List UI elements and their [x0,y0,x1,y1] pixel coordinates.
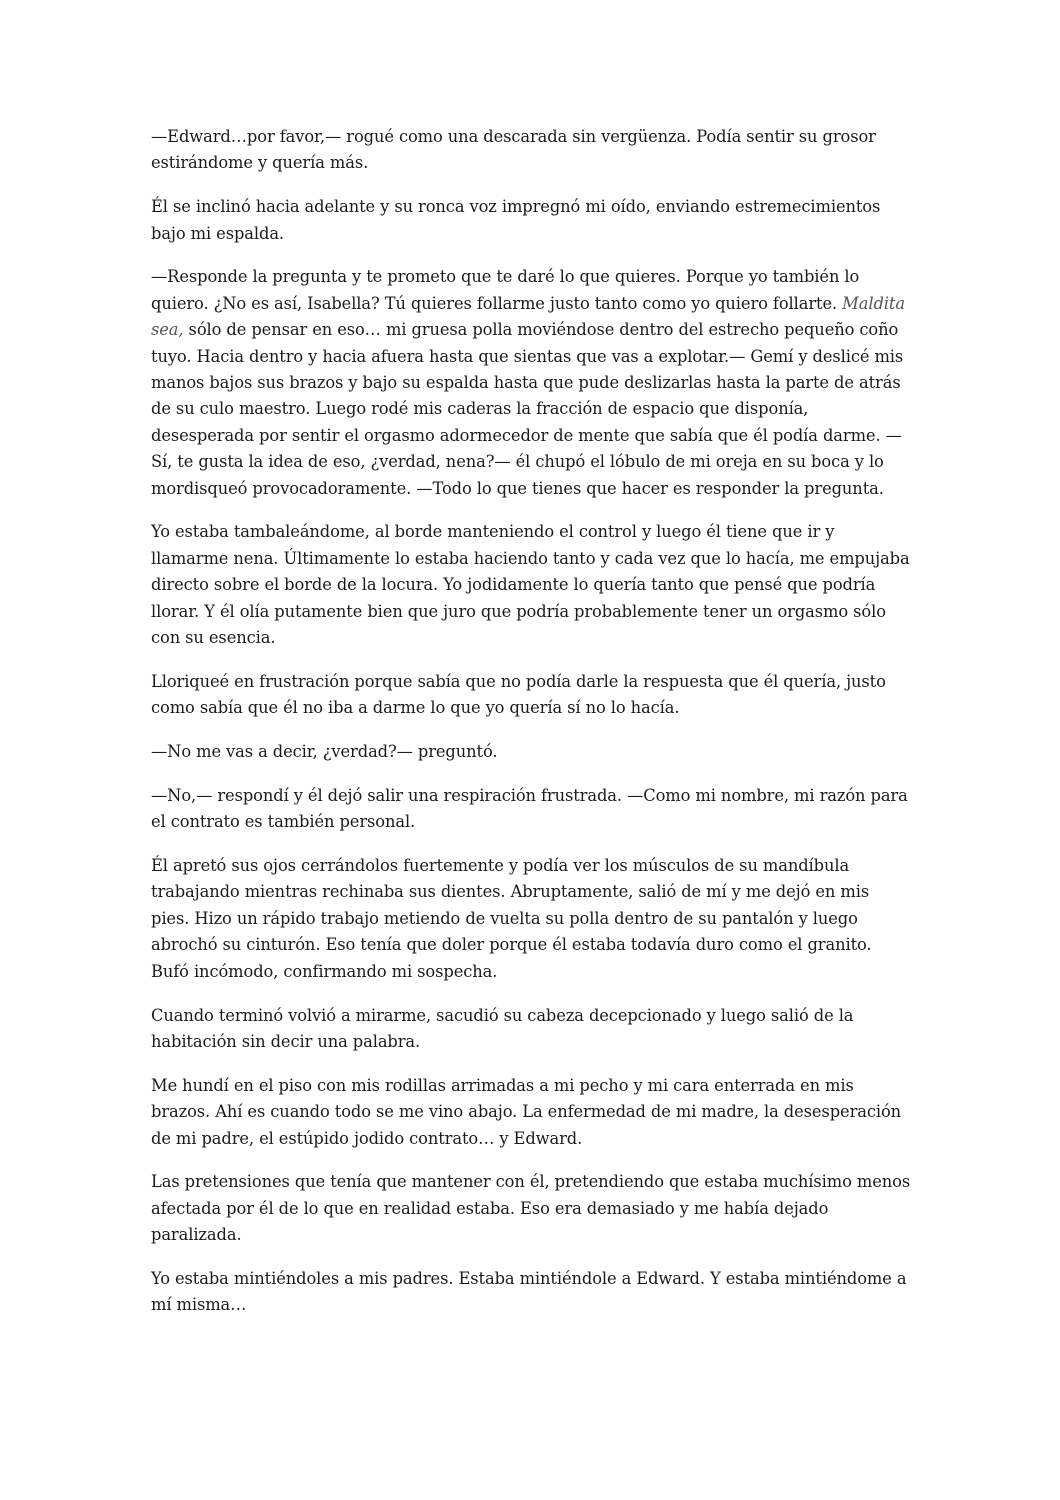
document-page [151,124,911,1336]
paragraph-3 [151,264,911,502]
paragraph-1: —Edward…por favor,— rogué como una descarada sin vergüenza. Podía sentir su grosor estirándome y quería más. [151,127,876,173]
italic-phrase: Maldita sea, [151,293,905,340]
paragraph-3-opening: —Responde la pregunta y te prometo que te daré lo que quieres. Porque yo también lo quiero. ¿No es así, Isabella? Tú quieres follarme justo tanto como yo quiero follarte. [151,267,860,313]
paragraph-5: Lloriqueé en frustración porque sabía que no podía darle la respuesta que él quería, justo como sabía que él no iba a darme lo que yo quería sí no lo hacía. [151,671,886,718]
paragraph-2: Él se inclinó hacia adelante y su ronca voz impregnó mi oído, enviando estremecimientos bajo mi espalda. [151,197,881,243]
paragraph-11: Las pretensiones que tenía que mantener con él, pretendiendo que estaba muchísimo menos afectada por él de lo que en realidad estaba. Eso era demasiado y me había dejado paralizada. [151,1172,911,1245]
paragraph-8: Él apretó sus ojos cerrándolos fuertemente y podía ver los músculos de su mandíbula trabajando mientras rechinaba sus dientes. Abruptamente, salió de mí y me dejó en mis pies. Hizo un rápido trabajo metiendo de vuelta su polla dentro de su pantalón y luego abrochó su cinturón. Eso tenía que doler porque él estaba todavía duro como el granito. Bufó incómodo, confirmando mi sospecha. [151,856,872,981]
paragraph-4: Yo estaba tambaleándome, al borde manteniendo el control y luego él tiene que ir y llamarme nena. Últimamente lo estaba haciendo tanto y cada vez que lo hacía, me empujaba directo sobre el borde de la locura. Yo jodidamente lo quería tanto que pensé que podría llorar. Y él olía putamente bien que juro que podría probablemente tener un orgasmo sólo con su esencia. [151,522,910,648]
paragraph-12: Yo estaba mintiéndoles a mis padres. Estaba mintiéndole a Edward. Y estaba mintiéndome a mí misma… [151,1268,907,1315]
paragraph-7: —No,— respondí y él dejó salir una respiración frustrada. —Como mi nombre, mi razón para el contrato es también personal. [151,785,908,832]
paragraph-3-continuation: sólo de pensar en eso… mi gruesa polla moviéndose dentro del estrecho pequeño coño tuyo. Hacia dentro y hacia afuera hasta que sientas que vas a explotar.— Gemí y deslicé mis manos bajos sus brazos y bajo su espalda hasta que pude deslizarlas hasta la parte de atrás de su culo maestro. Luego rodé mis caderas la fracción de espacio que disponía, desesperada por sentir el orgasmo adormecedor de mente que sabía que él podía darme. —Sí, te gusta la idea de eso, ¿verdad, nena?— él chupó el lóbulo de mi oreja en su boca y lo mordisqueó provocadoramente. —Todo lo que tienes que hacer es responder la pregunta. [151,320,904,498]
paragraph-6: —No me vas a decir, ¿verdad?— preguntó. [151,742,498,762]
paragraph-9: Cuando terminó volvió a mirarme, sacudió su cabeza decepcionado y luego salió de la habitación sin decir una palabra. [151,1005,854,1051]
paragraph-10: Me hundí en el piso con mis rodillas arrimadas a mi pecho y mi cara enterrada en mis brazos. Ahí es cuando todo se me vino abajo. La enfermedad de mi madre, la desesperación de mi padre, el estúpido jodido contrato… y Edward. [151,1075,902,1148]
